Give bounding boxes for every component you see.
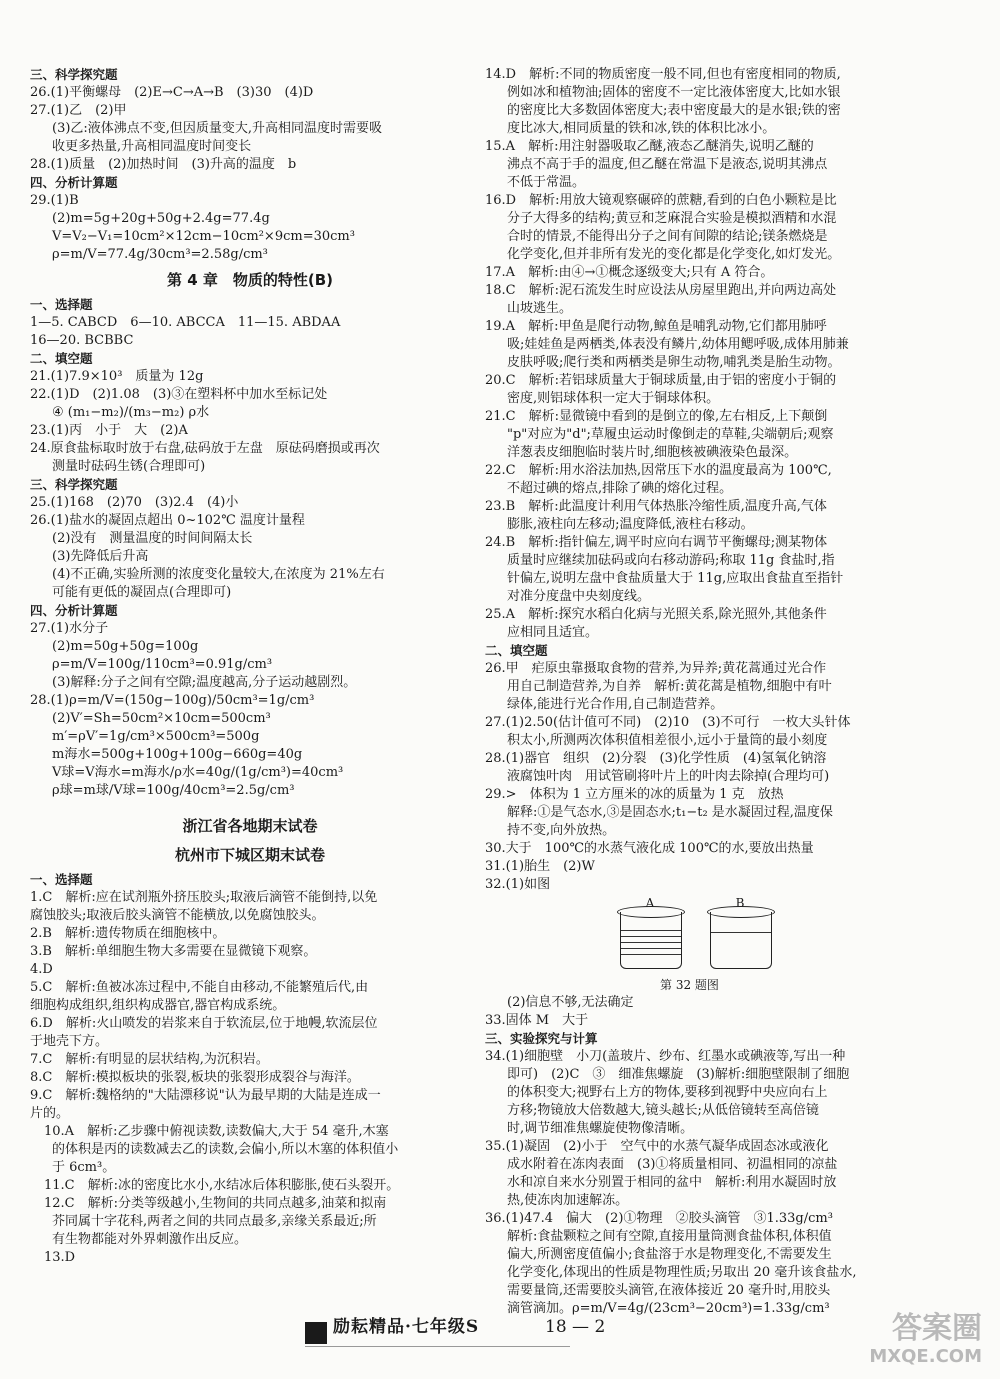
answer-line: 19.A 解析:甲鱼是爬行动物,鲸鱼是哺乳动物,它们都用肺呼 [485,319,827,334]
answer-line: 28.(1)器官 组织 (2)分裂 (3)化学性质 (4)氢氧化钠溶 [485,751,827,766]
answer-line: 1—5. CABCD 6—10. ABCCA 11—15. ABDAA [30,315,341,330]
answer-line: (4)不正确,实验所测的浓度变化量较大,在浓度为 21%左右 [52,567,385,582]
answer-line: 液腐蚀叶肉 用试管刷将叶片上的叶肉去除掉(合理均可) [507,769,830,784]
answer-line: 5.C 解析:鱼被冰冻过程中,不能自由移动,不能繁殖后代,由 [30,980,369,995]
answer-line: 例如冰和植物油;固体的密度不一定比液体密度大,比如水银 [507,85,841,100]
answer-line: 13.D [44,1250,76,1265]
chapter-title: 第 4 章 物质的特性(B) [166,271,334,289]
answer-line: 质量时应继续加砝码或向右移动游码;称取 11g 食盐时,指 [507,553,835,568]
answer-line: 细胞构成组织,组织构成器官,器官构成系统。 [30,998,286,1013]
answer-line: 用自己制造营养,为自养 解析:黄花蒿是植物,细胞中有叶 [507,679,832,694]
answer-line: 3.B 解析:单细胞生物大多需要在显微镜下观察。 [30,944,317,959]
answer-line: 膨胀,液柱向左移动;温度降低,液柱右移动。 [507,517,754,532]
answer-line: 10.A 解析:乙步骤中俯视读数,读数偏大,大于 54 毫升,木塞 [44,1124,389,1139]
answer-line: 的密度比大多数固体密度大;表中密度最大的是水银;铁的密 [507,103,841,118]
answer-line: 偏大,所测密度值偏小;食盐溶于水是物理变化,不需要发生 [507,1247,832,1262]
answer-line: 芥同属十字花科,两者之间的共同点最多,亲缘关系最近;所 [52,1214,377,1229]
section-heading: 三、科学探究题 [30,67,118,82]
answer-line: 17.A 解析:由④→①概念逐级变大;只有 A 符合。 [485,265,774,280]
answer-line: 27.(1)水分子 [30,621,109,636]
answer-line: 应相同且适宜。 [507,625,599,640]
answer-line: 12.C 解析:分类等级越小,生物间的共同点越多,油菜和拟南 [44,1196,387,1211]
answer-line: 皮肤呼吸;爬行类和两栖类是卵生动物,哺乳类是胎生动物。 [507,355,841,370]
answer-line: 26.甲 疟原虫靠摄取食物的营养,为异养;黄花蒿通过光合作 [485,661,827,676]
answer-line: 分子大得多的结构;黄豆和芝麻混合实验是模拟酒精和水混 [507,211,837,226]
answer-line: 24.B 解析:指针偏左,调平时应向右调节平衡螺母;测某物体 [485,535,828,550]
beaker-a [620,912,682,969]
watermark-logo-text: 答案圈 [892,1311,982,1346]
answer-line: 的体积是丙的读数减去乙的读数,会偏小,所以木塞的体积值小 [52,1142,399,1157]
section-heading: 一、选择题 [30,297,93,312]
answer-line: 26.(1)平衡螺母 (2)E→C→A→B (3)30 (4)D [30,85,314,100]
answer-line: 山坡逃生。 [507,301,573,316]
answer-line: 方移;物镜放大倍数越大,镜头越长;从低倍镜转至高倍镜 [507,1103,819,1118]
answer-line: 洋葱表皮细胞临时装片时,细胞核被碘液染色最深。 [507,445,798,460]
answer-line: 持不变,向外放热。 [507,823,616,838]
answer-line: (3)解释:分子之间有空隙;温度越高,分子运动越剧烈。 [52,675,357,690]
answer-line: 滴管滴加。ρ=m/V=4g/(23cm³−20cm³)=1.33g/cm³ [507,1301,830,1316]
answer-line: 21.(1)7.9×10³ 质量为 12g [30,369,204,384]
answer-line: 29.(1)B [30,193,79,208]
figure-label-b: B [735,896,745,910]
answer-line: 腐蚀胶头;取液后胶头滴管不能横放,以免腐蚀胶头。 [30,908,325,923]
footer-mark [305,1322,327,1344]
answer-line: 36.(1)47.4 偏大 (2)①物理 ②胶头滴管 ③1.33g/cm³ [485,1211,833,1226]
answer-line: 吸;娃娃鱼是两栖类,体表没有鳞片,幼体用鳃呼吸,成体用肺兼 [507,337,849,352]
answer-line: 片的。 [30,1106,70,1121]
answer-line: 积太小,所测两次体积值相差很小,远小于量筒的最小刻度 [507,733,828,748]
answer-line: 于地壳下方。 [30,1034,109,1049]
answer-line: (2)V′=Sh=50cm²×10cm=500cm³ [52,711,271,726]
section-heading: 四、分析计算题 [30,175,118,190]
answer-line: 1.C 解析:应在试剂瓶外挤压胶头;取液后滴管不能倒持,以免 [30,890,378,905]
answer-line: ρ球=m球/V球=100g/40cm³=2.5g/cm³ [52,783,295,798]
answer-line: 沸点不高于手的温度,但乙醚在常温下是液态,说明其沸点 [507,157,828,172]
answer-line: 35.(1)凝固 (2)小于 空气中的水蒸气凝华成固态冰或液化 [485,1139,829,1154]
answer-line: 密度,则铝球体积一定大于铜球体积。 [507,391,720,406]
answer-line: 成水附着在冻肉表面 (3)①将质量相同、初温相同的凉盐 [507,1157,838,1172]
answer-line: 化学变化,体现出的性质是物理性质;另取出 20 毫升该食盐水, [507,1265,857,1280]
chapter-title: 杭州市下城区期末试卷 [174,846,325,864]
answer-line: 14.D 解析:不同的物质密度一般不同,但也有密度相同的物质, [485,67,841,82]
answer-line: 34.(1)细胞壁 小刀(盖玻片、纱布、红墨水或碘液等,写出一种 [485,1049,846,1064]
answer-line: 23.B 解析:此温度计利用气体热胀冷缩性质,温度升高,气体 [485,499,827,514]
answer-line: 22.C 解析:用水浴法加热,因常压下水的温度最高为 100℃, [485,463,832,478]
watermark-url: MXQE.COM [869,1346,982,1367]
answer-line: 6.D 解析:火山喷发的岩浆来自于软流层,位于地幔,软流层位 [30,1016,378,1031]
answer-line: V=V₂−V₁=10cm²×12cm−10cm²×9cm=30cm³ [52,229,355,244]
answer-line: 4.D [30,962,53,977]
answer-line: 度比冰大,相同质量的铁和冰,铁的体积比冰小。 [507,121,776,136]
figure-label-a: A [645,896,655,910]
answer-line: (2)信息不够,无法确定 [507,995,634,1010]
answer-column-right [485,66,955,1318]
section-heading: 二、填空题 [485,643,548,658]
answer-line: 时,调节细准焦螺旋使物像清晰。 [507,1121,694,1136]
answer-line: 15.A 解析:用注射器吸取乙醚,液态乙醚消失,说明乙醚的 [485,139,814,154]
answer-line: 对准分度盘中央刻度线。 [507,589,651,604]
answer-line: 29.> 体积为 1 立方厘米的冰的质量为 1 克 放热 [485,787,784,802]
answer-line: 7.C 解析:有明显的层状结构,为沉积岩。 [30,1052,269,1067]
answer-line: 28.(1)质量 (2)加热时间 (3)升高的温度 b [30,157,297,172]
footer-brand: 励耘精品·七年级S [333,1317,480,1337]
answer-line: 18.C 解析:泥石流发生时应设法从房屋里跑出,并向两边高处 [485,283,837,298]
section-heading: 二、填空题 [30,351,93,366]
answer-line: 24.原食盐标取时放于右盘,砝码放于左盘 原砝码磨损或再次 [30,441,380,456]
answer-line: (2)m=5g+20g+50g+2.4g=77.4g [52,211,270,226]
watermark [869,1312,982,1368]
answer-line: 可能有更低的凝固点(合理即可) [52,585,232,600]
figure-caption: 第 32 题图 [660,978,719,992]
answer-line: 33.固体 M 大于 [485,1013,589,1028]
answer-line: "p"对应为"d";草履虫运动时像倒走的草鞋,尖端朝后;观察 [507,427,834,442]
answer-line: 16—20. BCBBC [30,333,134,348]
answer-line: 25.A 解析:探究水稻白化病与光照关系,除光照外,其他条件 [485,607,827,622]
section-heading: 三、实验探究与计算 [485,1031,598,1046]
answer-line: 22.(1)D (2)1.08 (3)③在塑料杯中加水至标记处 [30,387,328,402]
answer-line: (3)乙:液体沸点不变,但因质量变大,升高相同温度时需要吸 [52,121,383,136]
answer-line: 热,使冻肉加速解冻。 [507,1193,629,1208]
answer-line: (3)先降低后升高 [52,549,149,564]
answer-line: 不低于常温。 [507,175,586,190]
answer-line: 针偏左,说明左盘中食盐质量大于 11g,应取出食盐直至指针 [507,571,844,586]
answer-line: 9.C 解析:魏格纳的"大陆漂移说"认为最早期的大陆是连成一 [30,1088,381,1103]
answer-line: 即可) (2)C ③ 细准焦螺旋 (3)解析:细胞壁限制了细胞 [507,1067,850,1082]
answer-line: 23.(1)丙 小于 大 (2)A [30,423,188,438]
section-heading: 三、科学探究题 [30,477,118,492]
answer-line: 8.C 解析:模拟板块的张裂,板块的张裂形成裂谷与海洋。 [30,1070,360,1085]
answer-line: ④ (m₁−m₂)/(m₃−m₂) ρ水 [52,405,210,420]
answer-line: 28.(1)ρ=m/V=(150g−100g)/50cm³=1g/cm³ [30,693,315,708]
answer-column-left [30,66,470,1267]
answer-line: 于 6cm³。 [52,1160,116,1175]
answer-line: 32.(1)如图 [485,877,551,892]
answer-line: (2)m=50g+50g=100g [52,639,199,654]
beaker-b [710,912,772,969]
answer-line: V球=V海水=m海水/ρ水=40g/(1g/cm³)=40cm³ [52,765,344,780]
answer-line: 27.(1)乙 (2)甲 [30,103,127,118]
footer-rule [305,1346,570,1347]
page-number: 18 — 2 [545,1317,606,1337]
answer-line: 解释:①是气态水,③是固态水;t₁−t₂ 是水凝固过程,温度保 [507,805,833,820]
answer-line: ρ=m/V=77.4g/30cm³=2.58g/cm³ [52,247,268,262]
answer-line: 20.C 解析:若铝球质量大于铜球质量,由于铝的密度小于铜的 [485,373,837,388]
answer-line: (2)没有 测量温度的时间间隔太长 [52,531,253,546]
answer-line: 收更多热量,升高相同温度时间变长 [52,139,252,154]
chapter-title: 浙江省各地期末试卷 [182,817,318,835]
answer-line: 合时的情景,不能得出分子之间有间隙的结论;镁条燃烧是 [507,229,828,244]
answer-line: 2.B 解析:遗传物质在细胞核中。 [30,926,226,941]
answer-line: 不超过碘的熔点,排除了碘的熔化过程。 [507,481,733,496]
answer-line: 测量时砝码生锈(合理即可) [52,459,206,474]
beaker-figure [620,894,840,994]
answer-line: m′=ρV′=1g/cm³×500cm³=500g [52,729,260,744]
answer-line: 解析:食盐颗粒之间有空隙,直接用量筒测食盐体积,体积值 [507,1229,832,1244]
answer-line: 有生物都能对外界刺激作出反应。 [52,1232,248,1247]
answer-line: 的体积变大;视野右上方的物体,要移到视野中央应向右上 [507,1085,828,1100]
answer-line: 21.C 解析:显微镜中看到的是倒立的像,左右相反,上下颠倒 [485,409,828,424]
answer-line: 绿体,能进行光合作用,自己制造营养。 [507,697,724,712]
page-footer [0,1310,1000,1350]
answer-line: 16.D 解析:用放大镜观察碾碎的蔗糖,看到的白色小颗粒是比 [485,193,837,208]
answer-line: 化学变化,但并非所有发光的变化都是化学变化,如灯发光。 [507,247,841,262]
answer-line: m海水=500g+100g+100g−660g=40g [52,747,303,762]
answer-line: 27.(1)2.50(估计值可不同) (2)10 (3)不可行 一枚大头针体 [485,715,851,730]
answer-line: 31.(1)胎生 (2)W [485,859,595,874]
section-heading: 一、选择题 [30,872,93,887]
answer-line: 需要量筒,还需要胶头滴管,在液体接近 20 毫升时,用胶头 [507,1283,831,1298]
answer-line [30,800,470,810]
answer-line: 30.大于 100℃的水蒸气液化成 100℃的水,要放出热量 [485,841,814,856]
answer-line: 11.C 解析:冰的密度比水小,水结冰后体积膨胀,使石头裂开。 [44,1178,400,1193]
answer-line: 26.(1)盐水的凝固点超出 0~102℃ 温度计量程 [30,513,305,528]
section-heading: 四、分析计算题 [30,603,118,618]
answer-line: 水和凉自来水分别置于相同的盆中 解析:利用水凝固时放 [507,1175,837,1190]
answer-line: 25.(1)168 (2)70 (3)2.4 (4)小 [30,495,239,510]
answer-line: ρ=m/V=100g/110cm³=0.91g/cm³ [52,657,273,672]
